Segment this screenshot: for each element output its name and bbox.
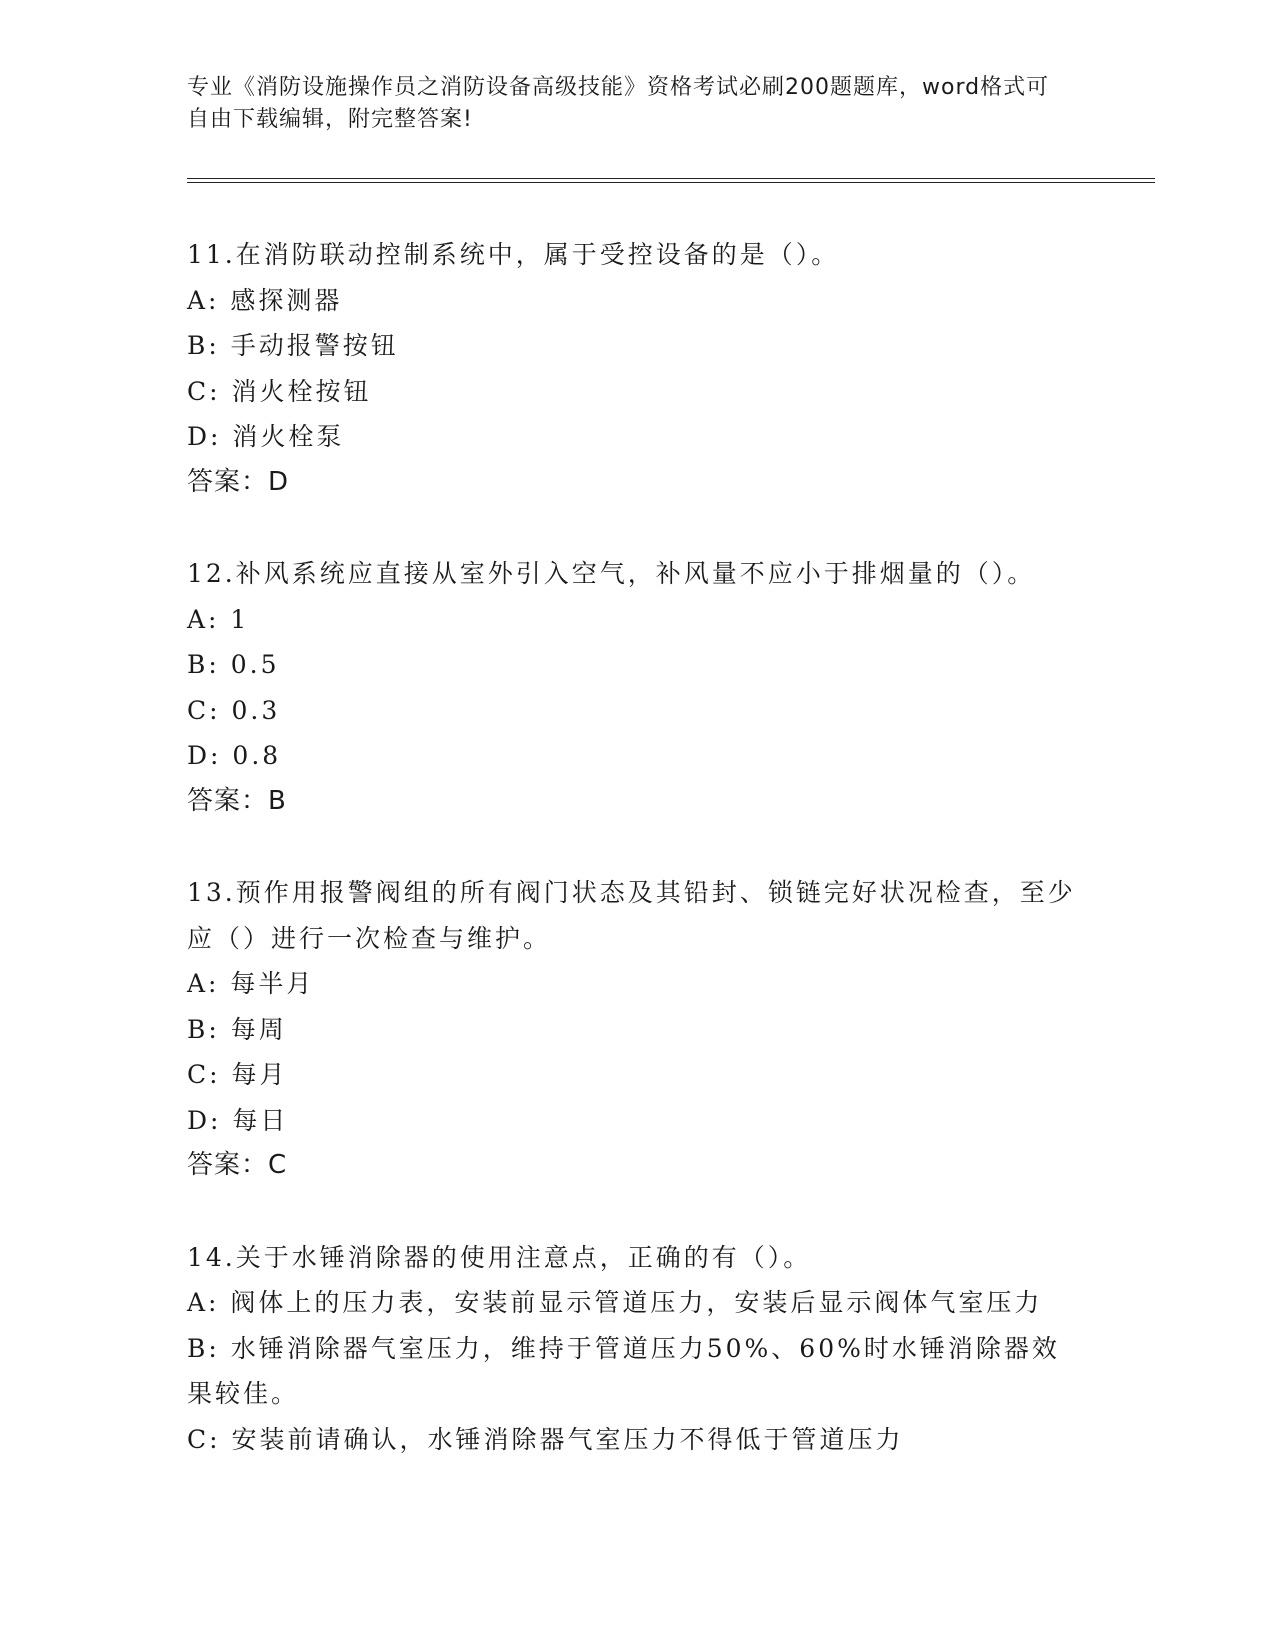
question-stem: 11.在消防联动控制系统中，属于受控设备的是（）。	[187, 240, 840, 269]
option-a: A: 每半月	[187, 969, 315, 998]
option-b: B: 0.5	[187, 650, 280, 679]
question-13	[187, 870, 1087, 1189]
option-b: B: 水锤消除器气室压力，维持于管道压力50%、60%时水锤消除器效果较佳。	[187, 1333, 1060, 1408]
option-c: C: 每月	[187, 1060, 288, 1089]
answer: 答案：B	[187, 785, 287, 816]
option-d: D: 每日	[187, 1105, 289, 1135]
header-divider-bottom	[187, 182, 1155, 183]
question-list	[187, 232, 1087, 1508]
question-stem: 13.预作用报警阀组的所有阀门状态及其铅封、锁链完好状况检查，至少应（）进行一次检查与维护。	[187, 878, 1076, 953]
question-12	[187, 551, 1087, 824]
option-b: B: 手动报警按钮	[187, 331, 399, 360]
answer: 答案：C	[187, 1150, 288, 1180]
option-c: C: 0.3	[187, 695, 281, 725]
question-stem: 12.补风系统应直接从室外引入空气，补风量不应小于排烟量的（）。	[187, 559, 1036, 588]
option-a: A: 感探测器	[187, 285, 343, 315]
document-header: 专业《消防设施操作员之消防设备高级技能》资格考试必刷200题题库，word格式可自由下载编辑，附完整答案!	[187, 75, 1050, 132]
option-d: D: 0.8	[187, 741, 282, 770]
option-a: A: 1	[187, 604, 250, 634]
option-b: B: 每周	[187, 1014, 287, 1044]
option-c: C: 安装前请确认，水锤消除器气室压力不得低于管道压力	[187, 1424, 904, 1454]
header-divider-top	[187, 178, 1155, 179]
answer: 答案：D	[187, 466, 290, 497]
question-stem: 14.关于水锤消除器的使用注意点，正确的有（）。	[187, 1242, 812, 1272]
question-14	[187, 1235, 1087, 1463]
option-c: C: 消火栓按钮	[187, 376, 372, 406]
option-a: A: 阀体上的压力表，安装前显示管道压力，安装后显示阀体气室压力	[187, 1288, 1043, 1317]
option-d: D: 消火栓泵	[187, 422, 345, 451]
question-11	[187, 232, 1087, 505]
